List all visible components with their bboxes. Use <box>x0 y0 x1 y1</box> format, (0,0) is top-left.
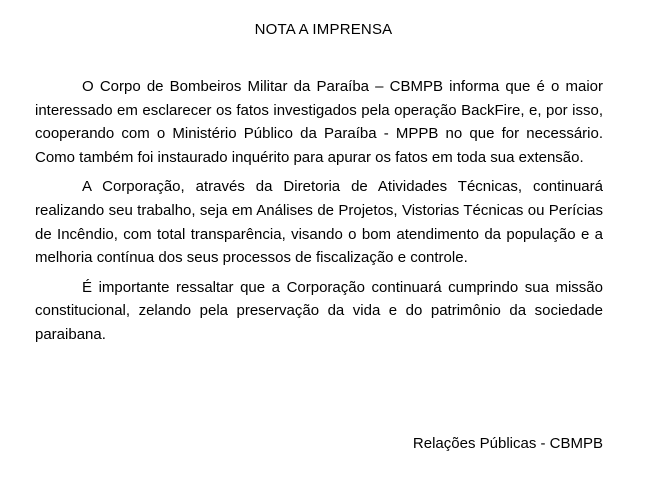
paragraph-2: A Corporação, através da Diretoria de Atividades Técnicas, continuará realizando seu trabalho, seja em Análises de Projetos, Vistorias Técnicas ou Perícias de Incêndio, com total transparência, visando o bom atendimento da população e a melhoria contínua dos seus processos de fiscalização e controle. <box>35 178 603 267</box>
document-title: NOTA A IMPRENSA <box>254 21 393 38</box>
paragraph-3: É importante ressaltar que a Corporação continuará cumprindo sua missão constitucional, zelando pela preservação da vida e do patrimônio da sociedade paraibana. <box>35 278 603 343</box>
document-body <box>35 75 603 353</box>
signature: Relações Públicas - CBMPB <box>412 435 603 452</box>
paragraph-1: O Corpo de Bombeiros Militar da Paraíba – CBMPB informa que é o maior interessado em esclarecer os fatos investigados pela operação BackFire, e, por isso, cooperando com o Ministério Público da Paraíba - MPPB no que for necessário. Como também foi instaurado inquérito para apurar os fatos em toda sua extensão. <box>35 78 603 166</box>
